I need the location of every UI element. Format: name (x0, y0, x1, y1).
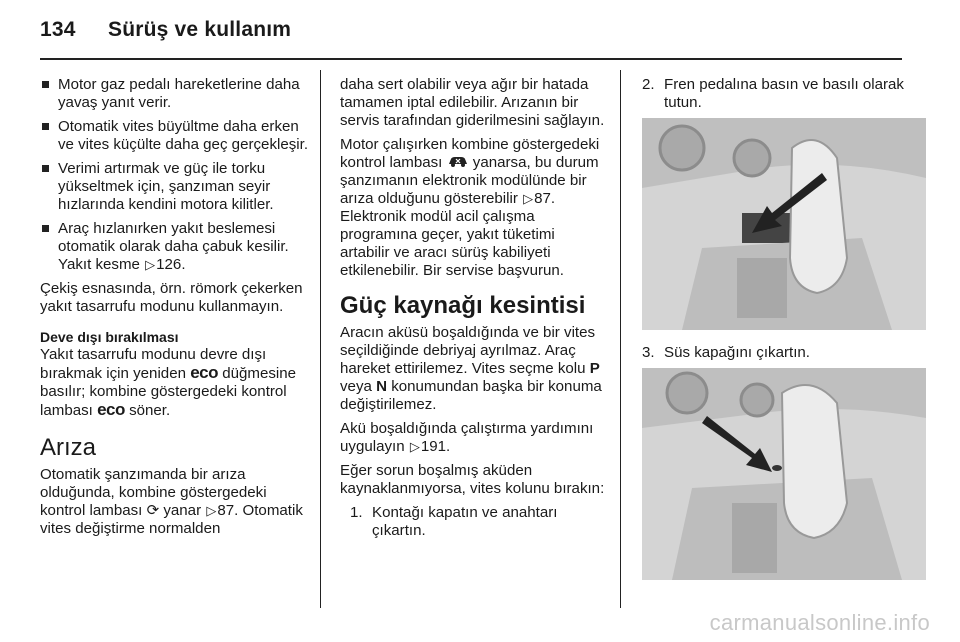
paragraph: Akü boşaldığında çalıştırma yardımını uygulayın ▷191. (340, 420, 594, 455)
gear-lever-cover-photo (642, 368, 926, 580)
paragraph: Motor çalışırken kombine göstergedeki kontrol lambası yanarsa, bu durum şanzımanın elektronik modülünde bir arıza olduğunu gösterebilir ▷87. Elektronik modül acil çalışma programına geçer, yakıt tüketimi artabilir ve aracı sürüş kabiliyeti etkilenebilir. Bir servise başvurun. (340, 136, 600, 279)
paragraph: Yakıt tasarrufu modunu devre dışı bırakmak için yeniden eco düğmesine basılır; kombine göstergedeki kontrol lambası eco söner. (40, 346, 297, 419)
car-service-icon (447, 154, 469, 171)
list-item: Verimi artırmak ve güç ile torku yükseltmek için, şanzıman seyir hızlarında kendini motora kilitler. (40, 160, 312, 214)
gear-lever-photo (642, 118, 926, 330)
paragraph: Eğer sorun boşalmış aküden kaynaklanmıyorsa, vites kolunu bırakın: (340, 462, 605, 497)
paragraph: Çekiş esnasında, örn. römork çekerken yakıt tasarrufu modunu kullanmayın. (40, 280, 303, 315)
page-title: Sürüş ve kullanım (108, 18, 292, 41)
page-ref-arrow-icon: ▷ (145, 257, 156, 272)
bullet-icon (42, 165, 49, 172)
paragraph: Aracın aküsü boşaldığında ve bir vites seçildiğinde debriyaj ayrılmaz. Araç hareket ettirilemez. Vites seçme kolu P veya N konumundan başka bir konuma değiştirilemez. (340, 324, 602, 413)
column-2 (340, 76, 606, 546)
paragraph: daha sert olabilir veya ağır bir hatada tamamen iptal edilebilir. Arızanın bir servis tarafından giderilmesini sağlayın. (340, 76, 605, 129)
bullet-icon (42, 81, 49, 88)
page-ref-arrow-icon: ▷ (409, 439, 420, 454)
page-ref-arrow-icon: ▷ (206, 503, 217, 518)
list-item: 3. Süs kapağını çıkartın. (642, 344, 810, 361)
column-divider-2 (620, 70, 621, 608)
bullet-icon (42, 225, 49, 232)
list-item: 1. Kontağı kapatın ve anahtarı çıkartın. (350, 504, 558, 539)
watermark: carmanualsonline.info (709, 610, 930, 635)
list-item: Motor gaz pedalı hareketlerine daha yavaş yanıt verir. (40, 76, 312, 112)
column-3 (642, 76, 932, 594)
section-heading: Arıza (40, 434, 97, 461)
column-1 (40, 76, 312, 544)
section-heading: Güç kaynağı kesintisi (340, 292, 586, 319)
page-header (40, 18, 291, 42)
list-item: Araç hızlanırken yakıt beslemesi otomatik olarak daha çabuk kesilir. Yakıt kesme ▷126. (40, 220, 312, 274)
page-number: 134 (40, 18, 76, 41)
eco-symbol-icon: eco (97, 400, 125, 419)
eco-symbol-icon: eco (190, 363, 218, 382)
bullet-icon (42, 123, 49, 130)
list-item: Otomatik vites büyültme daha erken ve vites küçülte daha geç gerçekleşir. (40, 118, 312, 154)
header-rule (40, 58, 902, 60)
paragraph: Otomatik şanzımanda bir arıza olduğunda, kombine göstergedeki kontrol lambası ⟳ yanar ▷87. Otomatik vites değiştirme normalden (40, 466, 303, 537)
subheading: Deve dışı bırakılması (40, 329, 179, 345)
list-item: 2. Fren pedalına basın ve basılı olarak tutun. (642, 76, 904, 111)
column-divider-1 (320, 70, 321, 608)
page-ref-arrow-icon: ▷ (523, 191, 534, 206)
transmission-warning-icon: ⟳ (146, 502, 160, 519)
